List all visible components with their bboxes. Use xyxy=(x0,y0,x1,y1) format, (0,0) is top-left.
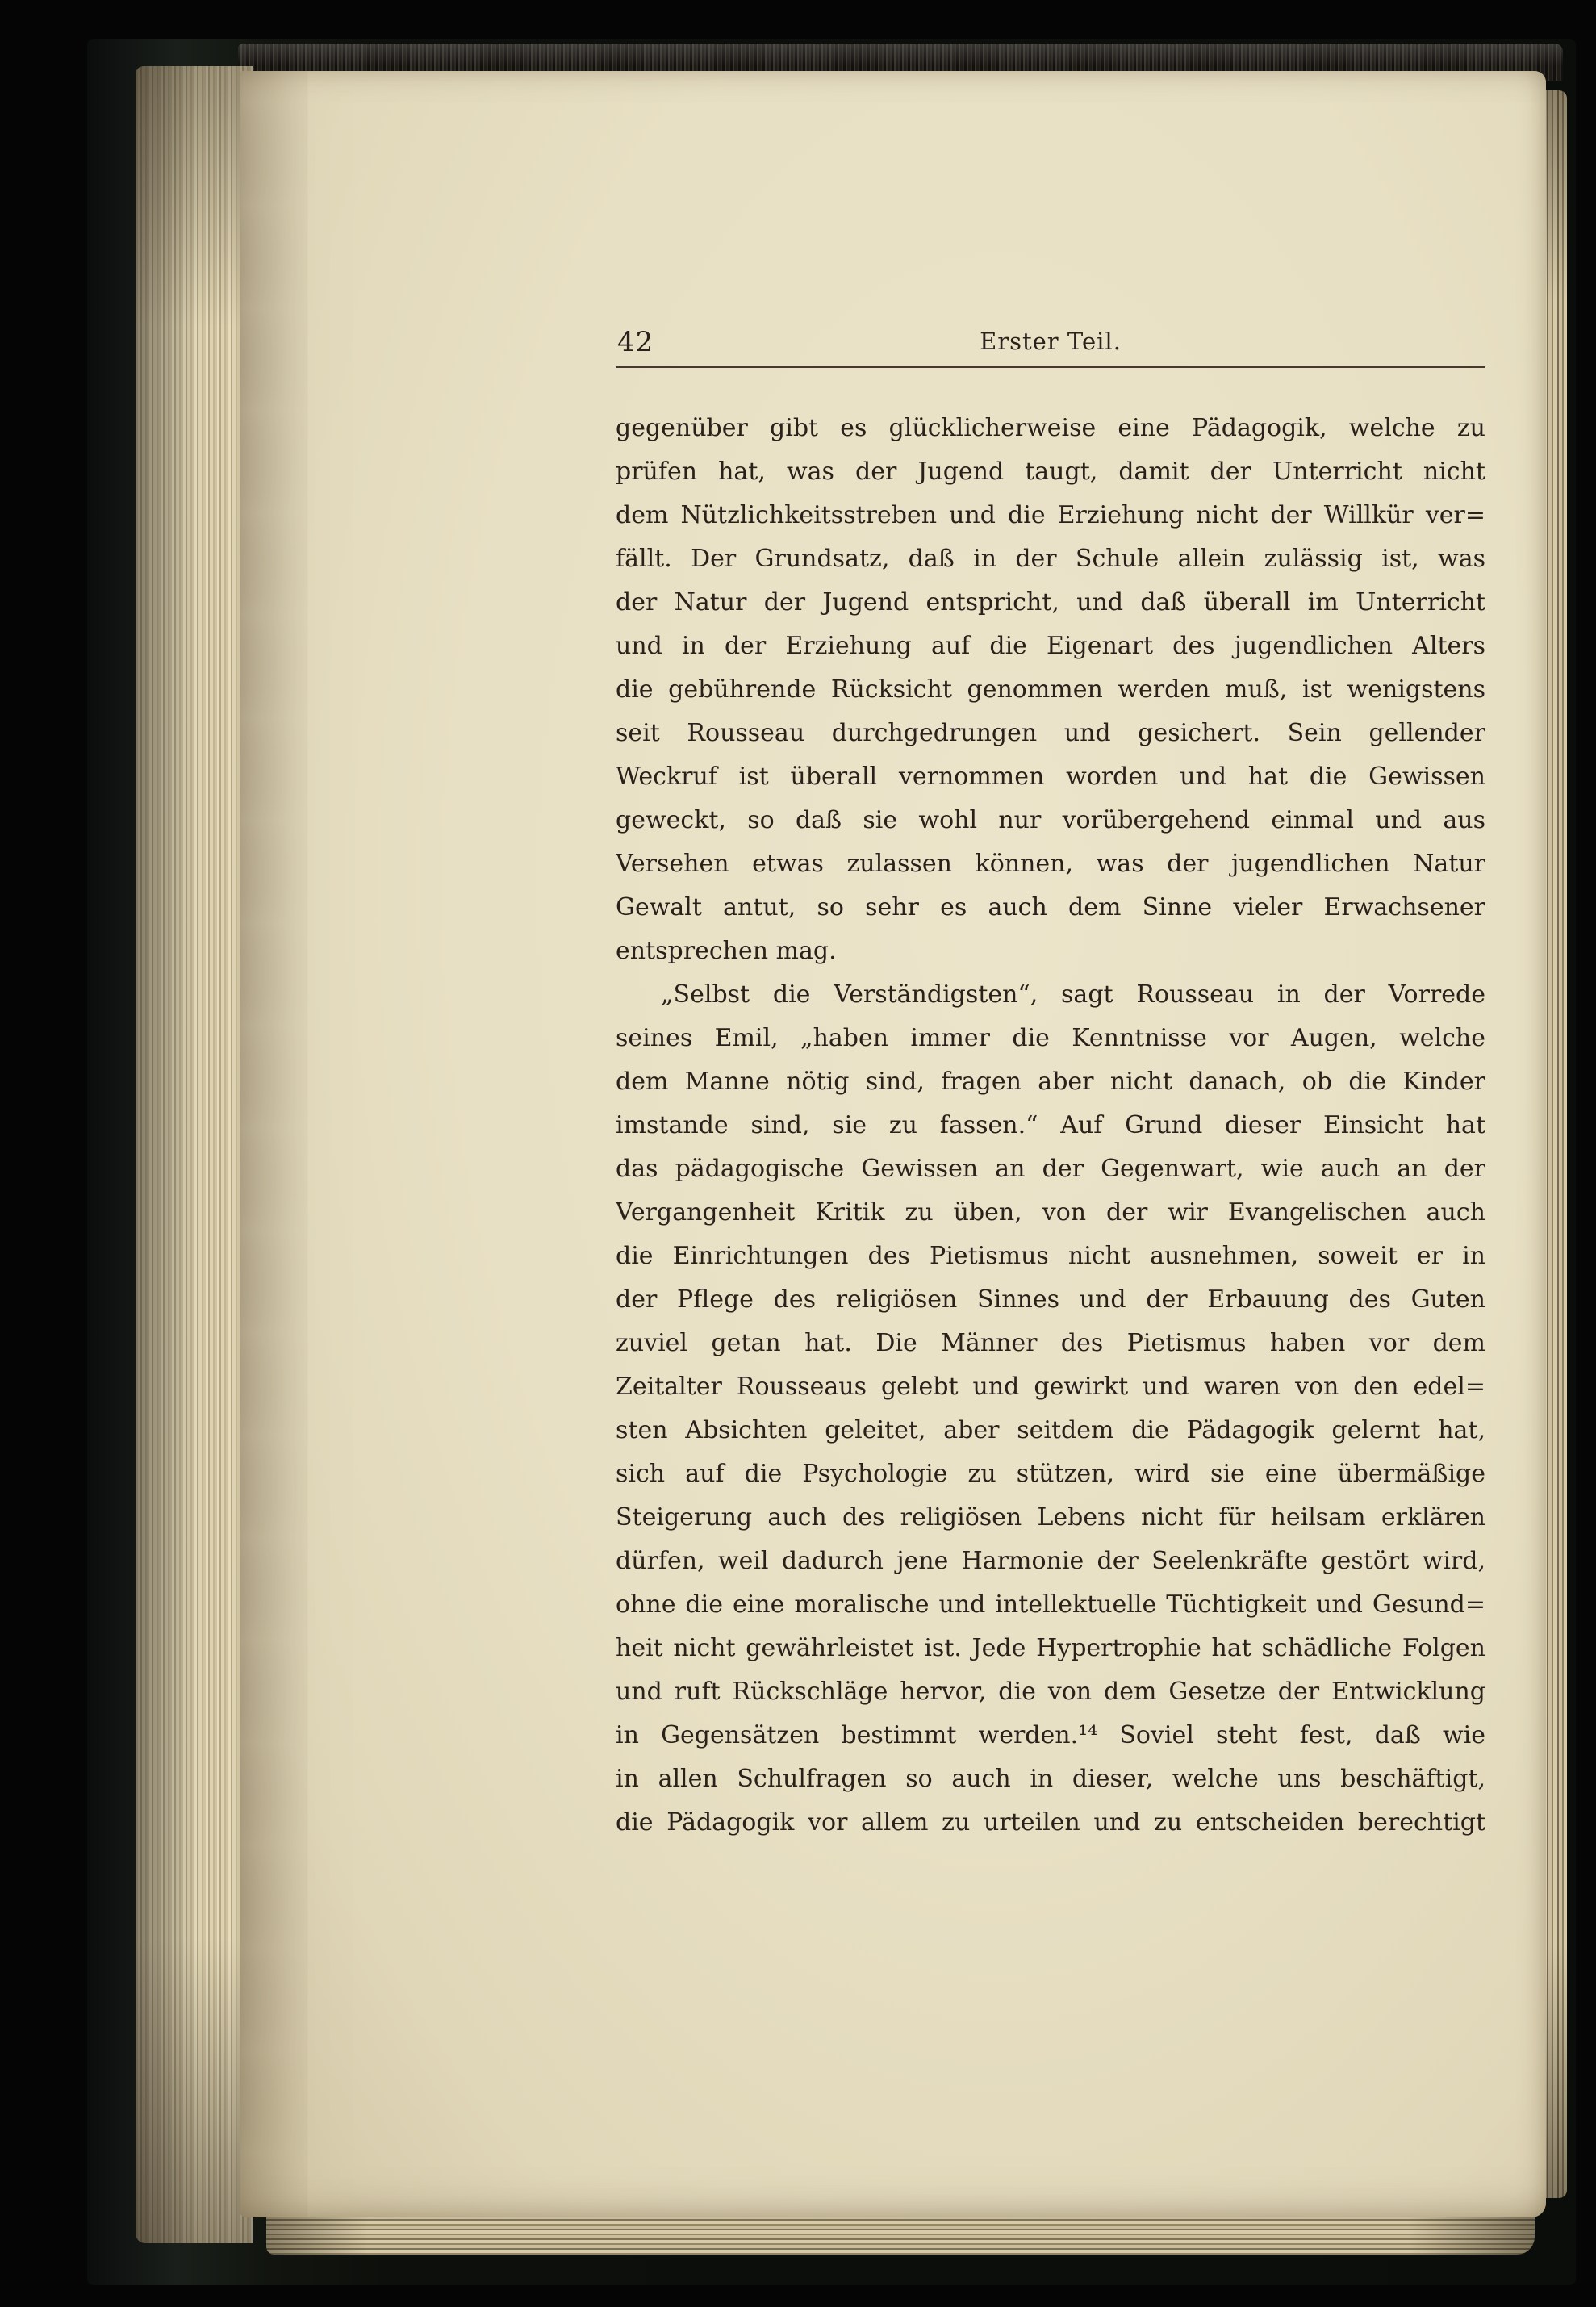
text-line: Gewalt antut, so sehr es auch dem Sinne vieler Erwachsener xyxy=(616,893,1485,922)
text-line: dem Nützlichkeitsstreben und die Erziehung nicht der Willkür ver= xyxy=(616,501,1485,529)
page-number: 42 xyxy=(617,326,654,358)
text-line: dürfen, weil dadurch jene Harmonie der Seelenkräfte gestört wird, xyxy=(616,1547,1485,1575)
text-line: Vergangenheit Kritik zu üben, von der wir Evangelischen auch xyxy=(616,1198,1485,1227)
body-text xyxy=(616,407,1485,1845)
text-line: Weckruf ist überall vernommen worden und hat die Gewissen xyxy=(616,763,1485,791)
text-line: die gebührende Rücksicht genommen werden muß, ist wenigstens xyxy=(616,675,1485,704)
text-line: der Pflege des religiösen Sinnes und der Erbauung des Guten xyxy=(616,1285,1485,1314)
text-line: Zeitalter Rousseaus gelebt und gewirkt und waren von den edel= xyxy=(616,1373,1485,1401)
text-line: in Gegensätzen bestimmt werden.¹⁴ Soviel steht fest, daß wie xyxy=(616,1721,1485,1749)
text-line: Versehen etwas zulassen können, was der jugendlichen Natur xyxy=(616,850,1485,878)
running-header: Erster Teil. xyxy=(980,328,1122,355)
text-line: sten Absichten geleitet, aber seitdem die Pädagogik gelernt hat, xyxy=(616,1416,1485,1444)
text-line: und ruft Rückschläge hervor, die von dem Gesetze der Entwicklung xyxy=(616,1678,1485,1706)
text-line: prüfen hat, was der Jugend taugt, damit der Unterricht nicht xyxy=(616,458,1485,486)
text-line: dem Manne nötig sind, fragen aber nicht danach, ob die Kinder xyxy=(616,1068,1485,1096)
text-line: die Einrichtungen des Pietismus nicht ausnehmen, soweit er in xyxy=(616,1242,1485,1270)
text-line: imstande sind, sie zu fassen.“ Auf Grund dieser Einsicht hat xyxy=(616,1111,1485,1139)
text-line: „Selbst die Verständigsten“, sagt Rousseau in der Vorrede xyxy=(661,980,1485,1009)
text-line: das pädagogische Gewissen an der Gegenwart, wie auch an der xyxy=(616,1155,1485,1183)
header-rule xyxy=(616,366,1485,368)
text-line: heit nicht gewährleistet ist. Jede Hypertrophie hat schädliche Folgen xyxy=(616,1634,1485,1662)
text-line: geweckt, so daß sie wohl nur vorübergehend einmal und aus xyxy=(616,806,1485,834)
page-stack-edges xyxy=(136,66,253,2243)
text-line: in allen Schulfragen so auch in dieser, welche uns beschäftigt, xyxy=(616,1765,1485,1793)
text-line: fällt. Der Grundsatz, daß in der Schule allein zulässig ist, was xyxy=(616,545,1485,573)
page-edges-bottom xyxy=(266,2211,1535,2255)
text-line: und in der Erziehung auf die Eigenart des jugendlichen Alters xyxy=(616,632,1485,660)
text-line: zuviel getan hat. Die Männer des Pietismus haben vor dem xyxy=(616,1329,1485,1357)
text-line: entsprechen mag. xyxy=(616,937,837,965)
text-line: ohne die eine moralische und intellektuelle Tüchtigkeit und Gesund= xyxy=(616,1590,1485,1619)
page-header xyxy=(616,321,1485,368)
text-line: der Natur der Jugend entspricht, und daß überall im Unterricht xyxy=(616,588,1485,616)
text-line: Steigerung auch des religiösen Lebens nicht für heilsam erklären xyxy=(616,1503,1485,1532)
text-line: seit Rousseau durchgedrungen und gesichert. Sein gellender xyxy=(616,719,1485,747)
text-line: sich auf die Psychologie zu stützen, wird sie eine übermäßige xyxy=(616,1460,1485,1488)
text-line: die Pädagogik vor allem zu urteilen und zu entscheiden berechtigt xyxy=(616,1808,1485,1837)
page-text-block xyxy=(616,321,1485,1845)
text-line: gegenüber gibt es glücklicherweise eine Pädagogik, welche zu xyxy=(616,414,1485,442)
text-line: seines Emil, „haben immer die Kenntnisse vor Augen, welche xyxy=(616,1024,1485,1052)
